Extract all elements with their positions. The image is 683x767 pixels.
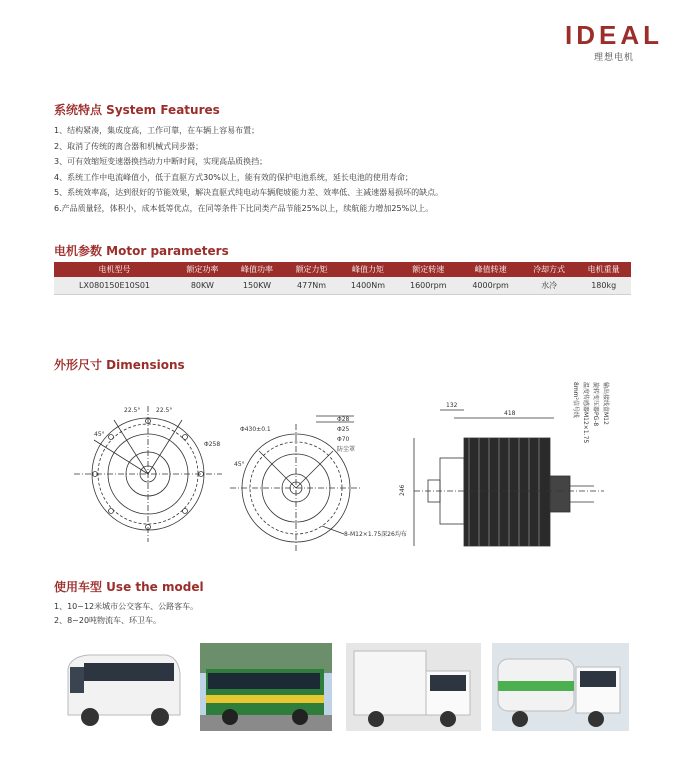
logistics-truck-image [346, 643, 481, 731]
data-cell: 80KW [175, 277, 230, 295]
models-list [54, 600, 198, 628]
features-title: 系统特点 System Features [54, 103, 220, 117]
brand-name: IDEAL [565, 20, 663, 50]
data-cell: 4000rpm [459, 277, 521, 295]
dimensions-title: 外形尺寸 Dimensions [54, 358, 185, 372]
feature-item: 4、系统工作中电流峰值小，低于直驱方式30%以上，能有效的保护电池系统，延长电池的使用寿命； [54, 172, 413, 182]
dia-28-label: Φ28 [337, 416, 350, 423]
dia-430-label: Φ430±0.1 [240, 426, 271, 433]
note-junction-box: 输出接线盒M12 [602, 382, 609, 425]
side-view-drawing [414, 410, 604, 546]
data-cell: 1600rpm [397, 277, 459, 295]
model-item: 1、10~12米城市公交客车、公路客车。 [54, 602, 199, 611]
data-cell: 477Nm [284, 277, 339, 295]
city-bus-image [54, 643, 189, 731]
params-title: 电机参数 Motor parameters [54, 244, 229, 258]
data-cell: 1400Nm [339, 277, 397, 295]
angle-label-d: 45° [234, 461, 245, 468]
header-cell: 冷却方式 [522, 262, 577, 277]
angle-label-b: 22.5° [156, 407, 173, 414]
models-title: 使用车型 Use the model [54, 580, 204, 594]
sanitation-truck-image [492, 643, 629, 731]
dia-258-label: Φ258 [204, 441, 221, 448]
features-list [54, 123, 443, 216]
header-cell: 额定转速 [397, 262, 459, 277]
params-data-row [54, 277, 631, 295]
feature-item: 3、可有效缩短变速器换挡动力中断时间，实现高品质换挡； [54, 157, 268, 166]
data-cell: 水冷 [522, 277, 577, 295]
header-cell: 额定力矩 [284, 262, 339, 277]
dia-70-label: Φ70 [337, 436, 350, 443]
brand-logo [565, 22, 663, 63]
dia-25-label: Φ25 [337, 426, 350, 433]
data-cell: LX080150E10S01 [54, 277, 175, 295]
header-cell: 峰值转速 [459, 262, 521, 277]
brand-subtitle: 理想电机 [593, 53, 634, 63]
data-cell: 150KW [230, 277, 285, 295]
front-view-drawing [74, 406, 222, 542]
height-246-label: 246 [399, 484, 406, 496]
data-cell: 180kg [576, 277, 631, 295]
params-table [54, 262, 631, 295]
header-cell: 峰值力矩 [339, 262, 397, 277]
feature-item: 6.产品质量轻，体积小，成本低等优点，在同等条件下比同类产品节能25%以上，续航能力增加25%以上。 [54, 203, 434, 213]
length-418-label: 418 [504, 410, 516, 417]
length-132-label: 132 [446, 402, 458, 409]
feature-item: 5、系统效率高，达到很好的节能效果，解决直驱式纯电动车辆爬坡能力差、效率低、主减速器易损坏的缺点。 [54, 188, 444, 197]
header-cell: 电机型号 [54, 262, 175, 277]
model-item: 2、8~20吨物流车、环卫车。 [54, 616, 162, 625]
anti-dust-label: 防尘罩 [337, 446, 356, 453]
note-signal-wire: 8mm²信号线 [572, 382, 579, 418]
header-cell: 电机重量 [576, 262, 631, 277]
header-cell: 峰值功率 [230, 262, 285, 277]
note-resolver: 旋转变压器PG-8 [592, 382, 599, 427]
angle-label-c: 45° [94, 431, 105, 438]
angle-label-a: 22.5° [124, 407, 141, 414]
feature-item: 1、结构紧凑，集成度高，工作可靠，在车辆上容易布置； [54, 126, 260, 135]
bolt-note-label: 8-M12×1.75深26均布 [344, 531, 407, 538]
coach-bus-image [200, 643, 332, 731]
dimension-drawings [54, 376, 674, 556]
header-cell: 额定功率 [175, 262, 230, 277]
params-header-row [54, 262, 631, 277]
feature-item: 2、取消了传统的离合器和机械式同步器； [54, 141, 204, 151]
note-temp-sensor: 温度传感器M12×1.75 [582, 382, 589, 444]
